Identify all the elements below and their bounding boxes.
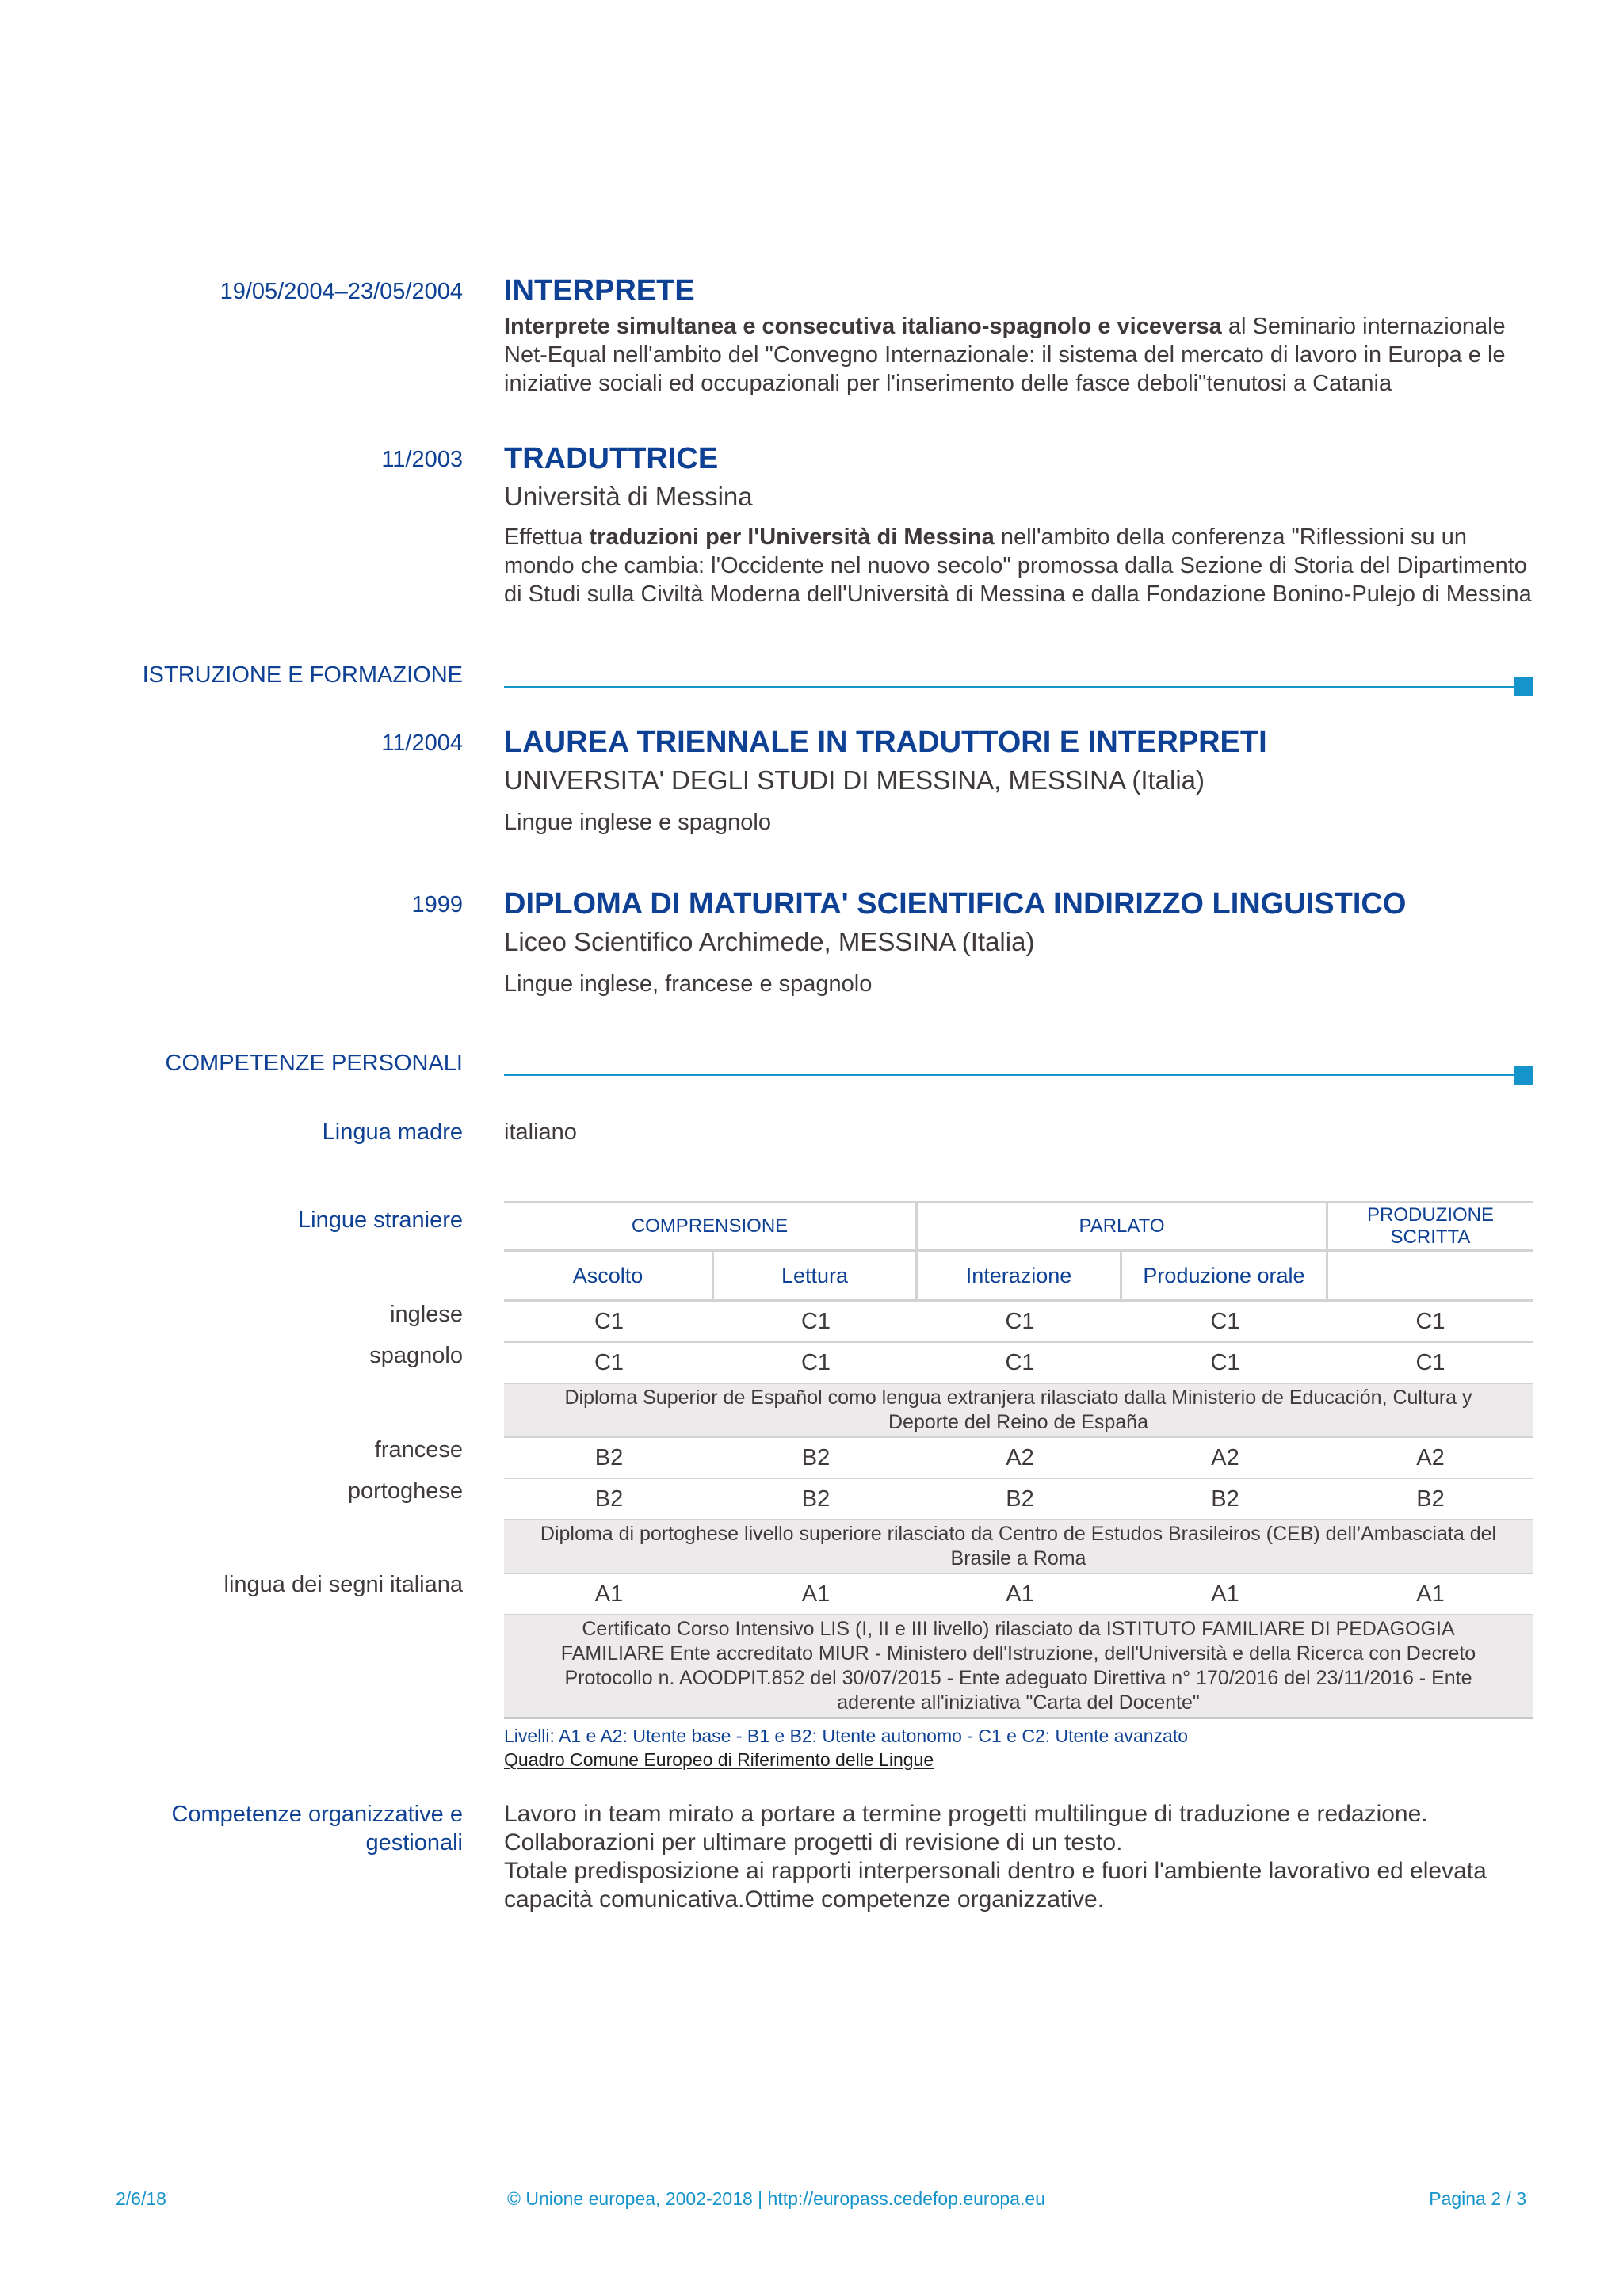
section-marker-icon	[1514, 1066, 1533, 1085]
language-table-header	[504, 1201, 1533, 1249]
section-divider	[504, 686, 1514, 688]
level-cell: C1	[1210, 1308, 1240, 1334]
header-comprensione: COMPRENSIONE	[504, 1203, 918, 1249]
education-organisation: UNIVERSITA' DEGLI STUDI DI MESSINA, MESSINA (Italia)	[504, 765, 1205, 795]
experience-title: TRADUTTRICE	[504, 442, 719, 475]
header-ascolto: Ascolto	[504, 1252, 714, 1299]
language-table	[504, 1201, 1533, 1772]
org-skills-line: Totale predisposizione ai rapporti interpersonali dentro e fuori l'ambiente lavorativo ed elevata capacità comunicativa.Ottime competenze organizzative.	[504, 1858, 1487, 1913]
education-date: 11/2004	[381, 730, 463, 756]
education-entry	[504, 724, 1533, 837]
foreign-languages-label: Lingue straniere	[298, 1207, 463, 1233]
level-cell: A1	[1416, 1581, 1445, 1607]
experience-description-pre: Effettua	[504, 524, 590, 550]
level-cell: B2	[594, 1444, 624, 1470]
education-date: 1999	[411, 892, 463, 917]
level-cell: A1	[801, 1581, 831, 1607]
language-name: francese	[374, 1437, 463, 1463]
education-title: DIPLOMA DI MATURITA' SCIENTIFICA INDIRIZZO LINGUISTICO	[504, 887, 1407, 921]
section-divider	[504, 1074, 1514, 1076]
education-description: Lingue inglese, francese e spagnolo	[504, 971, 873, 997]
level-cell: C1	[800, 1308, 831, 1334]
experience-entry	[504, 441, 1533, 608]
header-interazione: Interazione	[918, 1252, 1122, 1299]
experience-description-bold: traduzioni per l'Università di Messina	[589, 524, 995, 550]
org-skills-line: Collaborazioni per ultimare progetti di revisione di un testo.	[504, 1829, 1123, 1855]
experience-employer: Università di Messina	[504, 482, 753, 511]
level-cell: C1	[1005, 1308, 1035, 1334]
mother-tongue-label: Lingua madre	[322, 1119, 463, 1145]
language-row-portoghese	[504, 1479, 1533, 1519]
language-row-spagnolo	[504, 1343, 1533, 1383]
level-cell: B2	[1211, 1486, 1239, 1512]
levels-note: Livelli: A1 e A2: Utente base - B1 e B2: Utente autonomo - C1 e C2: Utente avanzato	[504, 1726, 1189, 1746]
level-cell: C1	[594, 1308, 624, 1334]
education-entry	[504, 886, 1533, 998]
education-organisation: Liceo Scientifico Archimede, MESSINA (Italia)	[504, 927, 1035, 956]
level-cell: A2	[1416, 1444, 1445, 1470]
language-name: portoghese	[347, 1478, 463, 1504]
level-cell: A1	[1211, 1581, 1239, 1607]
language-row-francese	[504, 1438, 1533, 1479]
level-cell: B2	[801, 1486, 831, 1512]
org-skills-line: Lavoro in team mirato a portare a termine progetti multilingue di traduzione e redazione.	[504, 1801, 1428, 1827]
org-skills-text	[504, 1800, 1533, 1914]
experience-description-text: al Seminario internazionale Net-Equal nell'ambito del "Convegno Internazionale: il sistema del mercato di lavoro in Europa e le iniziative sociali ed occupazionali per l'inserimento delle fasce deboli"tenutosi a Catania	[504, 314, 1506, 396]
level-cell: A1	[1006, 1581, 1034, 1607]
experience-title: INTERPRETE	[504, 274, 695, 307]
level-cell: B2	[594, 1486, 624, 1512]
header-produzione-orale: Produzione orale	[1122, 1252, 1328, 1299]
level-cell: C1	[594, 1349, 624, 1375]
header-parlato: PARLATO	[918, 1203, 1328, 1249]
experience-description-bold: Interprete simultanea e consecutiva italiano-spagnolo e viceversa	[504, 314, 1222, 339]
level-cell: C1	[1210, 1349, 1240, 1375]
level-cell: C1	[1415, 1308, 1445, 1334]
language-table-subheader	[504, 1249, 1533, 1302]
language-certificate: Diploma di portoghese livello superiore rilasciato da Centro de Estudos Brasileiros (CEB) dell’Ambasciata del Brasile a Roma	[504, 1519, 1533, 1574]
footer-page-number: Pagina 2 / 3	[1429, 2188, 1526, 2209]
experience-entry	[504, 273, 1533, 398]
level-cell: A2	[1211, 1444, 1239, 1470]
level-cell: B2	[801, 1444, 831, 1470]
level-cell: A2	[1006, 1444, 1034, 1470]
header-lettura: Lettura	[714, 1252, 918, 1299]
footer-copyright[interactable]: © Unione europea, 2002-2018 | http://europass.cedefop.europa.eu	[507, 2188, 1045, 2209]
level-cell: C1	[1005, 1349, 1035, 1375]
language-certificate: Diploma Superior de Español como lengua extranjera rilasciato dalla Ministerio de Educación, Cultura y Deporte del Reino de España	[504, 1383, 1533, 1438]
footer-date: 2/6/18	[116, 2188, 166, 2209]
experience-description	[504, 312, 1533, 398]
cef-link[interactable]: Quadro Comune Europeo di Riferimento delle Lingue	[504, 1749, 934, 1770]
language-certificate: Certificato Corso Intensivo LIS (I, II e III livello) rilasciato da ISTITUTO FAMILIARE DI PEDAGOGIA FAMILIARE Ente accreditato MIUR - Ministero dell'Istruzione, dell'Università e della Ricerca con Decreto Protocollo n. AOODPIT.852 del 30/07/2015 - Ente adeguato Direttiva n° 170/2016 del 23/11/2016 - Ente aderente all'iniziativa "Carta del Docente"	[504, 1614, 1533, 1719]
section-marker-icon	[1514, 677, 1533, 696]
experience-description-text: nell'ambito della conferenza "Riflessioni su un mondo che cambia: l'Occidente nel nuovo secolo" promossa dalla Sezione di Storia del Dipartimento di Studi sulla Civiltà Moderna dell'Università di Messina e dalla Fondazione Bonino-Pulejo di Messina	[504, 524, 1532, 607]
org-skills-label: Competenze organizzative e gestionali	[171, 1802, 463, 1855]
header-produzione-scritta: PRODUZIONE SCRITTA	[1366, 1204, 1494, 1248]
level-cell: C1	[800, 1349, 831, 1375]
level-cell: A1	[594, 1581, 624, 1607]
experience-description	[504, 523, 1533, 608]
section-heading-skills: COMPETENZE PERSONALI	[165, 1051, 463, 1076]
language-name: spagnolo	[369, 1343, 463, 1368]
header-empty	[1328, 1252, 1533, 1299]
experience-date: 11/2003	[381, 447, 463, 472]
language-row-inglese	[504, 1302, 1533, 1343]
level-cell: B2	[1006, 1486, 1034, 1512]
mother-tongue-value: italiano	[504, 1119, 577, 1145]
language-row-lis	[504, 1574, 1533, 1614]
section-heading-education: ISTRUZIONE E FORMAZIONE	[142, 662, 463, 688]
level-cell: B2	[1416, 1486, 1445, 1512]
language-name: inglese	[390, 1302, 463, 1327]
experience-date: 19/05/2004–23/05/2004	[220, 279, 463, 304]
education-title: LAUREA TRIENNALE IN TRADUTTORI E INTERPRETI	[504, 726, 1267, 759]
level-cell: C1	[1415, 1349, 1445, 1375]
education-description: Lingue inglese e spagnolo	[504, 810, 771, 835]
language-name: lingua dei segni italiana	[223, 1572, 463, 1597]
